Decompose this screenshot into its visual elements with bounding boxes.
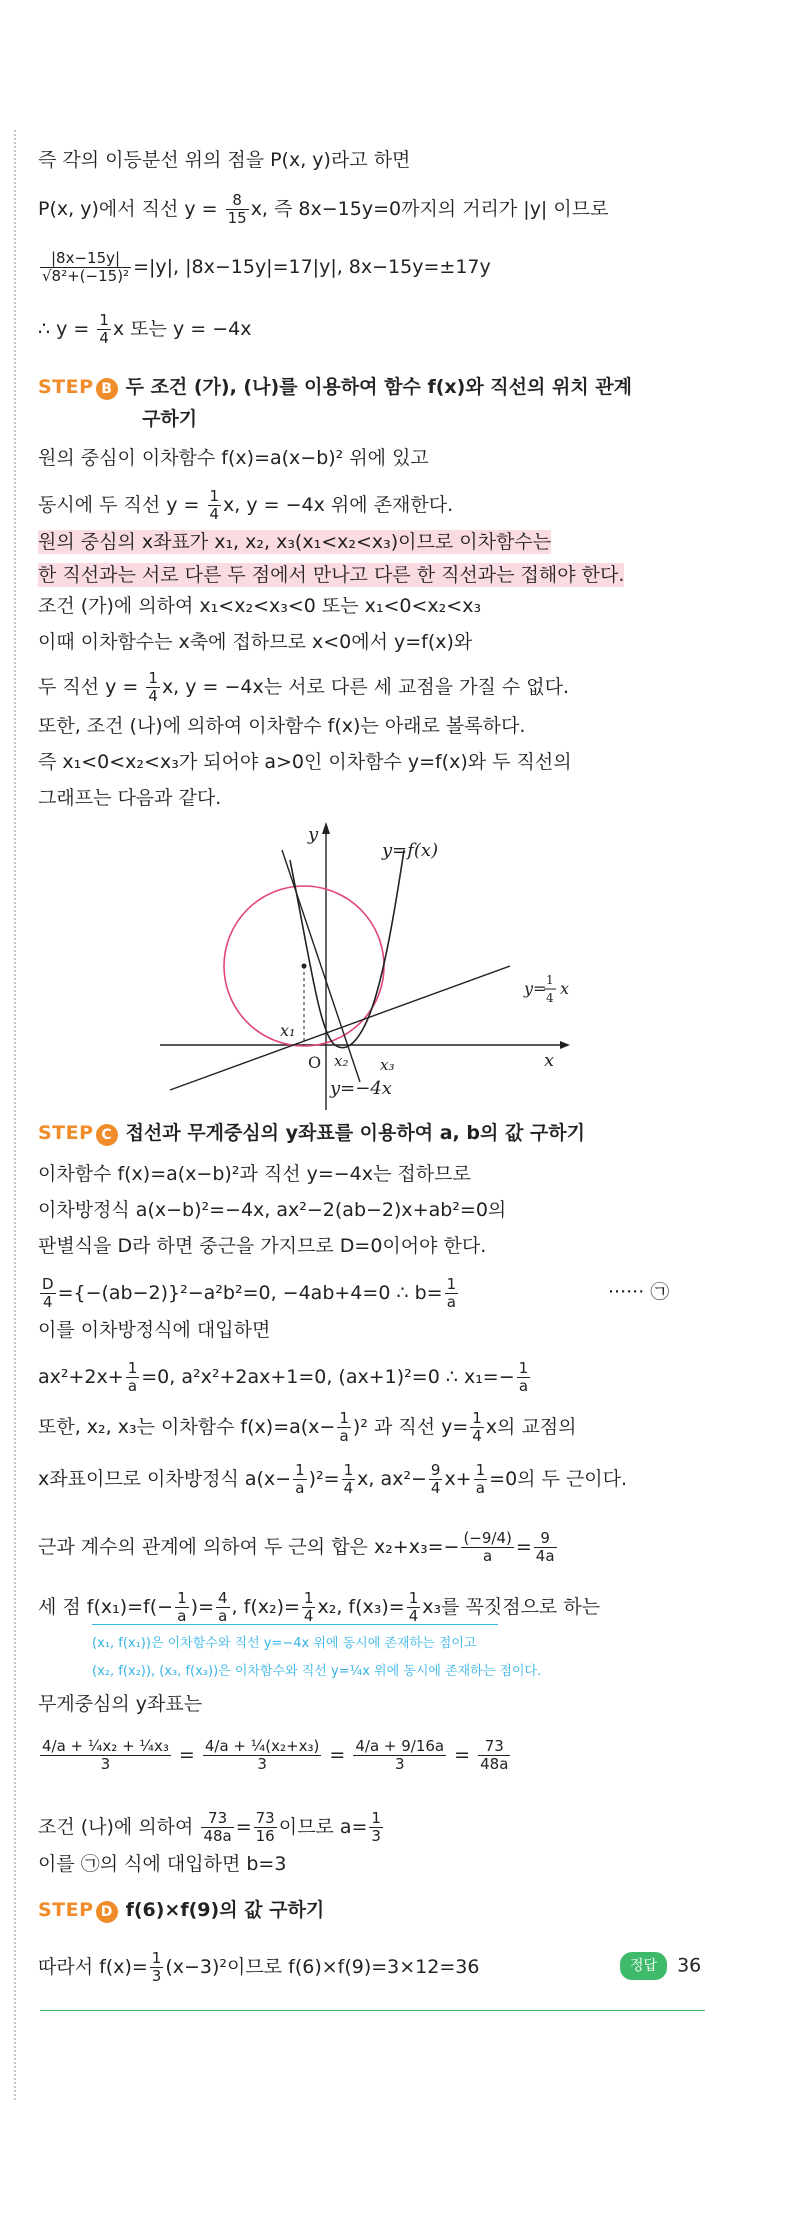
label-line1-num: 1 (546, 973, 554, 987)
fraction-den: a (177, 1607, 187, 1625)
fraction-num: 4/a + 9/16a (355, 1737, 445, 1755)
fraction-den: a (518, 1377, 529, 1395)
fraction-num: 1 (177, 1589, 187, 1607)
fraction-den: 3 (394, 1755, 405, 1773)
fraction (534, 1530, 557, 1565)
text-span: , f(x₂)= (231, 1596, 300, 1618)
text-span: )²= (308, 1468, 340, 1490)
text-span: )² 과 직선 y= (352, 1416, 469, 1438)
text-span: x 또는 y = −4x (112, 318, 252, 340)
fraction-num: 1 (339, 1409, 349, 1427)
text-span: x의 교점의 (485, 1416, 577, 1438)
fraction (293, 1462, 307, 1497)
bottom-rule (40, 2010, 705, 2011)
fraction-num: 1 (518, 1359, 529, 1377)
text-line (38, 1810, 385, 1845)
fraction (226, 192, 249, 227)
fraction-den: 3 (100, 1755, 111, 1773)
fraction (302, 1590, 316, 1625)
text-line: 즉 x₁<0<x₂<x₃가 되어야 a>0인 이차함수 y=f(x)와 두 직선의 (38, 751, 572, 773)
text-span: x₂, f(x₃)= (317, 1596, 405, 1618)
text-line (38, 1410, 577, 1445)
answer-value: 36 (677, 1954, 702, 1977)
fraction-den: 48a (203, 1827, 232, 1845)
fraction (40, 1738, 171, 1773)
fraction (208, 488, 222, 523)
step-title: 접선과 무게중심의 y좌표를 이용하여 a, b의 값 구하기 (125, 1122, 585, 1144)
answer-line (620, 1952, 701, 1980)
fraction-num: 1 (472, 1409, 482, 1427)
text-span: x좌표이므로 이차방정식 a(x− (38, 1468, 292, 1490)
text-line (38, 192, 608, 227)
fraction-den: 3 (257, 1755, 267, 1773)
fraction-num: |8x−15y| (40, 250, 131, 268)
text-span: 동시에 두 직선 y = (38, 494, 206, 516)
fraction-num: 73 (201, 1810, 233, 1828)
text-line (38, 1530, 559, 1565)
text-span: x, y = −4x 위에 존재한다. (223, 494, 454, 516)
fraction (474, 1462, 488, 1497)
fraction-den: a (339, 1427, 349, 1445)
fraction (40, 250, 131, 285)
fraction (369, 1810, 383, 1845)
fraction-den: 48a (480, 1755, 509, 1773)
step-c-heading (38, 1118, 585, 1146)
text-line: 판별식을 D라 하면 중근을 가지므로 D=0이어야 한다. (38, 1235, 487, 1257)
text-span: 따라서 f(x)= (38, 1956, 148, 1978)
text-span: ax²+2x+ (38, 1366, 124, 1388)
fraction-num: 8 (226, 192, 249, 210)
text-line (38, 1590, 600, 1625)
text-line (38, 1276, 460, 1311)
y-axis-arrow (322, 822, 330, 834)
label-line1-den: 4 (546, 991, 554, 1005)
fraction-num: 1 (151, 1949, 162, 1967)
fraction-den: a (127, 1377, 138, 1395)
fraction (126, 1360, 140, 1395)
text-span: x+ (444, 1468, 472, 1490)
fraction (470, 1410, 484, 1445)
text-line: 또한, 조건 (나)에 의하여 이차함수 f(x)는 아래로 볼록하다. (38, 715, 526, 737)
fraction-num: (−9/4) (463, 1529, 512, 1547)
text-line: 무게중심의 y좌표는 (38, 1693, 203, 1715)
step-title: f(6)×f(9)의 값 구하기 (125, 1899, 325, 1921)
equation-mark: ······ ㉠ (608, 1281, 670, 1303)
fraction (97, 312, 111, 347)
fraction-num: 1 (99, 311, 109, 329)
fraction (407, 1590, 421, 1625)
step-b-heading-cont: 구하기 (142, 408, 198, 430)
text-span: x, ax²− (357, 1468, 427, 1490)
fraction-num: D (42, 1275, 54, 1293)
text-line: 그래프는 다음과 같다. (38, 787, 222, 809)
fraction (445, 1276, 459, 1311)
text-span: P(x, y)에서 직선 y = (38, 198, 224, 220)
text-span: 이므로 a= (278, 1816, 368, 1838)
fraction-num: 73 (255, 1809, 275, 1827)
fraction-den: a (218, 1607, 228, 1625)
text-line: 이차함수 f(x)=a(x−b)²과 직선 y=−4x는 접하므로 (38, 1163, 471, 1185)
text-span: = (515, 1536, 532, 1558)
fraction-num: 9 (430, 1461, 441, 1479)
fraction-den: 4a (535, 1547, 555, 1565)
fraction-num: 1 (209, 487, 220, 505)
fraction-den: 4 (472, 1427, 482, 1445)
text-span: )= (190, 1596, 214, 1618)
step-letter-badge: C (96, 1124, 118, 1146)
fraction-den: 4 (148, 687, 158, 705)
fraction (478, 1738, 510, 1773)
fraction (429, 1462, 443, 1497)
text-line: 이를 ㉠의 식에 대입하면 b=3 (38, 1853, 287, 1875)
fraction (40, 1276, 56, 1311)
answer-badge: 정답 (620, 1952, 667, 1980)
label-x2: x₂ (334, 1052, 349, 1070)
line-minus-4x (282, 850, 360, 1082)
fraction-den: 16 (255, 1827, 275, 1845)
fraction (461, 1530, 513, 1565)
fraction-den: 4 (343, 1479, 354, 1497)
graph-figure (160, 820, 600, 1110)
fraction-den: a (475, 1479, 485, 1497)
fraction-num: 1 (446, 1275, 457, 1293)
label-origin: O (308, 1053, 322, 1072)
text-line (38, 312, 251, 347)
fraction-num: 4 (218, 1589, 228, 1607)
text-line (38, 670, 569, 705)
centroid-equation: $\frac{\text{4/a + ¼x₂ + ¼x₃}}{3}$ = $\frac{\text{4/a + ¼(x₂+x₃)}}{3}$ = $\frac{4/a + 9/16a}{3}$ = $\frac{73}{48a}$ (42, 1737, 509, 1773)
step-tag: STEP (38, 1899, 94, 1921)
text-span: x, y = −4x는 서로 다른 세 교점을 가질 수 없다. (161, 676, 570, 698)
label-x1: x₁ (280, 1021, 296, 1040)
parabola (290, 850, 404, 1048)
step-letter-badge: D (96, 1901, 118, 1923)
label-x: x (544, 1050, 555, 1071)
fraction-den: 3 (371, 1827, 381, 1845)
fraction-den: 4 (303, 1607, 314, 1625)
fraction-den: 4 (209, 505, 220, 523)
text-span: (x−3)²이므로 f(6)×f(9)=3×12=36 (165, 1956, 480, 1978)
text-line (38, 1950, 479, 1985)
step-tag: STEP (38, 1122, 94, 1144)
text-span: ∴ y = (38, 318, 96, 340)
fraction (203, 1738, 322, 1773)
text-span: = (235, 1816, 252, 1838)
text-span: ={−(ab−2)}²−a²b²=0, −4ab+4=0 ∴ b= (57, 1282, 443, 1304)
step-b-heading (38, 372, 632, 400)
text-span: =|y|, |8x−15y|=17|y|, 8x−15y=±17y (133, 256, 491, 278)
step-d-heading (38, 1895, 324, 1923)
text-line (38, 488, 453, 523)
annotation-underline (92, 1624, 498, 1625)
fraction (342, 1462, 356, 1497)
step-tag: STEP (38, 376, 94, 398)
fraction-num: 1 (127, 1359, 138, 1377)
fraction-num: 1 (343, 1461, 354, 1479)
text-line (38, 250, 491, 285)
label-line2: y=−4x (330, 1078, 392, 1099)
fraction-num: 9 (534, 1530, 557, 1548)
fraction-den: 3 (151, 1967, 162, 1985)
text-line: 이차방정식 a(x−b)²=−4x, ax²−2(ab−2)x+ab²=0의 (38, 1199, 507, 1221)
text-span: x₃를 꼭짓점으로 하는 (422, 1596, 601, 1618)
fraction-num: 1 (303, 1589, 314, 1607)
fraction-num: 1 (371, 1809, 381, 1827)
fraction (353, 1738, 446, 1773)
text-line (38, 1360, 532, 1395)
text-span: 조건 (나)에 의하여 (38, 1816, 200, 1838)
label-line1: y= (524, 979, 547, 998)
fraction-den: 4 (99, 329, 109, 347)
fraction-den: 4 (408, 1607, 419, 1625)
line-quarter-x (170, 966, 510, 1090)
text-span: 또한, x₂, x₃는 이차함수 f(x)=a(x− (38, 1416, 336, 1438)
fraction-num: 1 (408, 1589, 419, 1607)
fraction-num: 4/a + ¼x₂ + ¼x₃ (42, 1737, 169, 1755)
fraction (517, 1360, 531, 1395)
fraction-den: 4 (43, 1293, 53, 1311)
text-span: x, 즉 8x−15y=0까지의 거리가 |y| 이므로 (250, 198, 609, 220)
fraction-den: 15 (227, 209, 247, 227)
annotation-note: (x₁, f(x₁))은 이차함수와 직선 y=−4x 위에 동시에 존재하는 점이고 (92, 1636, 477, 1651)
fraction-den: 4 (430, 1479, 441, 1497)
fraction-num: 1 (148, 669, 158, 687)
label-x3: x₃ (380, 1056, 395, 1074)
text-span: 근과 계수의 관계에 의하여 두 근의 합은 x₂+x₃=− (38, 1536, 460, 1558)
fraction (175, 1590, 189, 1625)
highlighted-line: 원의 중심의 x좌표가 x₁, x₂, x₃(x₁<x₂<x₃)이므로 이차함수는 (38, 531, 552, 553)
fraction (150, 1950, 164, 1985)
fraction (201, 1810, 233, 1845)
fraction (146, 670, 160, 705)
label-line1-x: x (560, 979, 570, 998)
fraction (216, 1590, 230, 1625)
label-y: y (308, 824, 319, 845)
fraction (337, 1410, 351, 1445)
text-line (38, 1462, 627, 1497)
text-line: 원의 중심이 이차함수 f(x)=a(x−b)² 위에 있고 (38, 447, 429, 469)
label-fx: y=f(x) (382, 840, 439, 861)
fraction-den: a (483, 1547, 493, 1565)
fraction-den: a (446, 1293, 456, 1311)
text-span: 두 직선 y = (38, 676, 145, 698)
fraction-den: √8²+(−15)² (42, 267, 130, 285)
fraction-num: 1 (475, 1461, 486, 1479)
x-axis-arrow (560, 1041, 570, 1049)
text-span: =0의 두 근이다. (489, 1468, 628, 1490)
fraction-den: a (295, 1479, 305, 1497)
step-letter-badge: B (96, 378, 118, 400)
fraction-num: 4/a + ¼(x₂+x₃) (204, 1737, 320, 1755)
circle-center-point (302, 964, 307, 969)
fraction-num: 73 (478, 1738, 510, 1756)
text-line: 이때 이차함수는 x축에 접하므로 x<0에서 y=f(x)와 (38, 631, 473, 653)
text-span: =0, a²x²+2ax+1=0, (ax+1)²=0 ∴ x₁=− (141, 1366, 515, 1388)
annotation-note: (x₂, f(x₂)), (x₃, f(x₃))은 이차함수와 직선 y=¼x 위에 동시에 존재하는 점이다. (92, 1664, 542, 1679)
step-title: 두 조건 (가), (나)를 이용하여 함수 f(x)와 직선의 위치 관계 (125, 376, 633, 398)
margin-dotted-rule (14, 130, 16, 2100)
fraction (254, 1810, 277, 1845)
text-span: 세 점 f(x₁)=f(− (38, 1596, 174, 1618)
text-line: 조건 (가)에 의하여 x₁<x₂<x₃<0 또는 x₁<0<x₂<x₃ (38, 595, 482, 617)
highlighted-line: 한 직선과는 서로 다른 두 점에서 만나고 다른 한 직선과는 접해야 한다. (38, 564, 625, 586)
text-line: 이를 이차방정식에 대입하면 (38, 1319, 271, 1341)
text-line: 즉 각의 이등분선 위의 점을 P(x, y)라고 하면 (38, 149, 411, 171)
fraction-num: 1 (295, 1461, 305, 1479)
